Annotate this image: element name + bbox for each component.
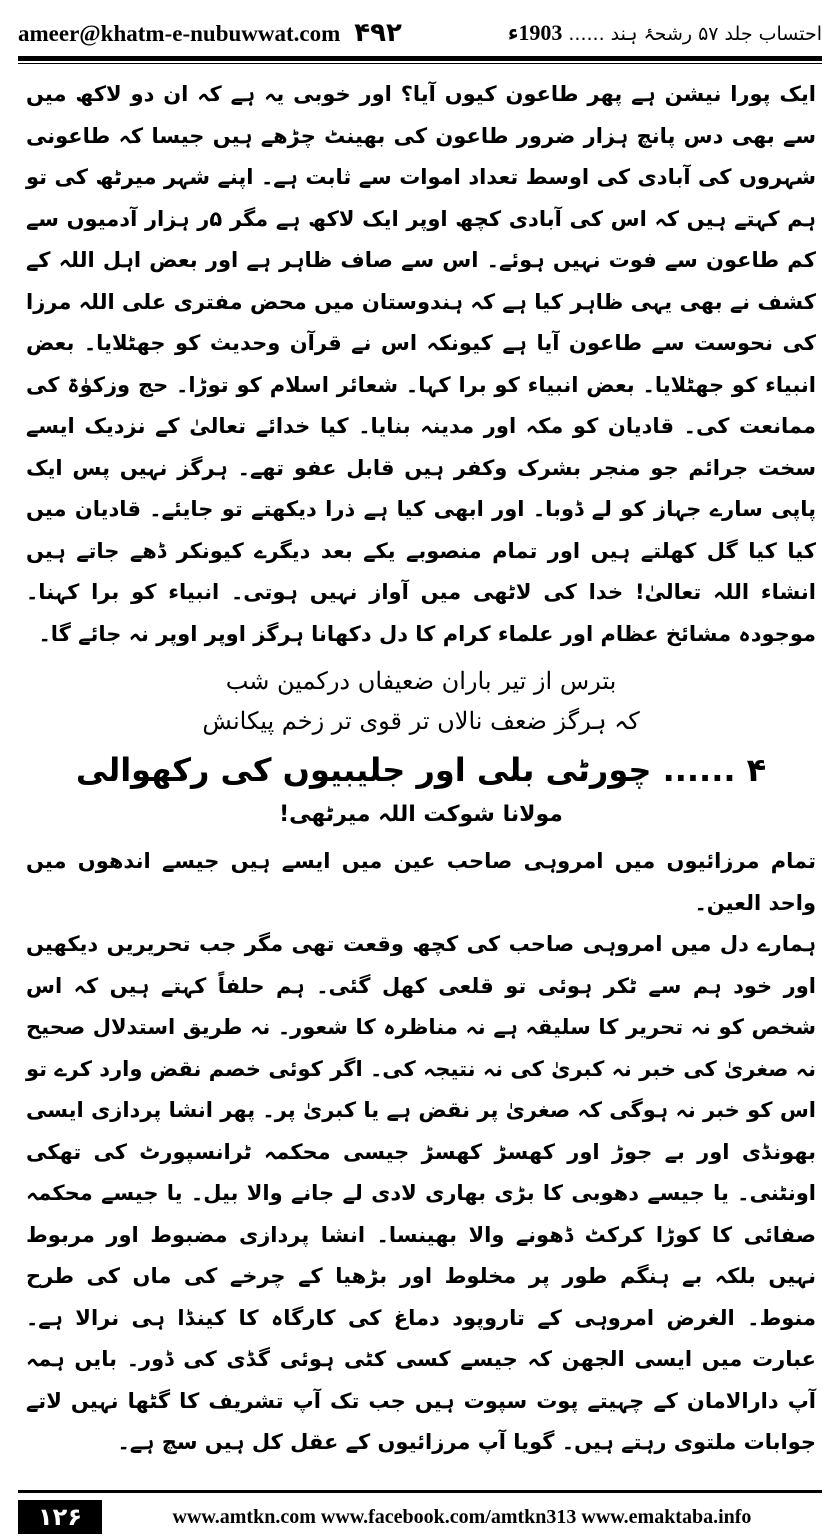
header-left — [18, 18, 402, 48]
header-year: 1903ء — [508, 20, 563, 45]
paragraph-2: تمام مرزائیوں میں امروہی صاحب عین میں ایسے ہیں جیسے اندھوں میں واحد العین۔ — [26, 849, 816, 915]
couplet-line-1: بترس از تیر باران ضعیفاں درکمین شب — [225, 667, 617, 695]
page-content — [26, 74, 816, 1464]
footer-rule — [18, 1490, 822, 1493]
footer-page-number: ۱۲۶ — [18, 1500, 102, 1534]
header-right — [508, 20, 822, 46]
header-rule-thick — [18, 56, 822, 61]
couplet — [26, 661, 816, 741]
section-title: ۴ ...... چورٹی بلی اور جلیبیوں کی رکھوالی — [75, 751, 767, 789]
footer-urls[interactable]: www.amtkn.com www.facebook.com/amtkn313 www.emaktaba.info — [172, 1505, 752, 1528]
header-rule-thin — [18, 63, 822, 64]
paragraph-3: ہمارے دل میں امروہی صاحب کی کچھ وقعت تھی مگر جب تحریریں دیکھیں اور خود ہم سے ٹکر ہوئی تو قلعی کھل گئی۔ ہم حلفاً کہتے ہیں کہ اس شخص کو نہ تحریر کا سلیقہ ہے نہ مناظرہ کا شعور۔ نہ طریق استدلال صحیح نہ صغریٰ کی خبر نہ کبریٰ کی نہ نتیجہ کی۔ اگر کوئی خصم نقض وارد کرے تو اس کو خبر نہ ہوگی کہ صغریٰ پر نقض ہے یا کبریٰ پر۔ پھر انشا پردازی ایسی بھونڈی اور بے جوڑ اور کھسڑ کھسڑ جیسی محکمہ ٹرانسپورٹ کی تھکی اونٹنی۔ یا جیسے دھوبی کا بڑی بھاری لادی لے جانے والا بیل۔ یا جیسے محکمہ صفائی کا کوڑا کرکٹ ڈھونے والا بھینسا۔ انشا پردازی مضبوط اور مربوط نہیں بلکہ بے ہنگم طور پر مخلوط اور بڑھیا کے چرخے کی ماں کی طرح منوط۔ الغرض امروہی کے تاروپود دماغ کی کارگاہ کا کینڈا ہی نرالا ہے۔ عبارت میں ایسی الجھن کہ جیسے کسی کٹی ہوئی گڈی کی ڈور۔ بایں ہمہ آپ دارالامان کے چہیتے پوت سپوت ہیں جب تک آپ تشریف کا گٹھا نہیں لاتے جوابات ملتوی رہتے ہیں۔ گویا آپ مرزائیوں کے عقل کل ہیں سچ ہے۔ — [26, 932, 816, 1454]
author-name: مولانا شوکت اللہ میرٹھی! — [279, 802, 563, 827]
couplet-line-2: کہ ہرگز ضعف نالاں تر قوی تر زخم پیکانش — [202, 707, 640, 735]
page-footer — [18, 1498, 822, 1536]
header-email[interactable]: ameer@khatm-e-nubuwwat.com — [18, 21, 341, 46]
header-page-number: ۴۹۲ — [354, 18, 402, 48]
page-header — [18, 14, 822, 52]
header-book-title: احتساب جلد ۵۷ رشحۂ ہند ...... — [568, 23, 822, 45]
paragraph-1: ایک پورا نیشن ہے پھر طاعون کیوں آیا؟ اور خوبی یہ ہے کہ ان دو لاکھ میں سے بھی دس پانچ ہزار ضرور طاعون کی بھینٹ چڑھے ہیں جیسا کہ طاعونی شہروں کی آبادی کی اوسط تعداد اموات سے ثابت ہے۔ اپنے شہر میرٹھ کی تو ہم کہتے ہیں کہ اس کی آبادی کچھ اوپر ایک لاکھ ہے مگر ۵ر ہزار آدمیوں سے کم طاعون سے فوت نہیں ہوئے۔ اس سے صاف ظاہر ہے اور بعض اہل اللہ کے کشف نے بھی یہی ظاہر کیا ہے کہ ہندوستان میں محض مفتری علی اللہ مرزا کی نحوست سے طاعون آیا ہے کیونکہ اس نے قرآن وحدیث کو جھٹلایا۔ بعض انبیاء کو جھٹلایا۔ بعض انبیاء کو برا کہا۔ شعائر اسلام کو توڑا۔ حج وزکوٰۃ کی ممانعت کی۔ قادیان کو مکہ اور مدینہ بنایا۔ کیا خدائے تعالیٰ کے نزدیک ایسے سخت جرائم جو منجر بشرک وکفر ہیں قابل عفو تھے۔ ہرگز نہیں پس ایک پاپی سارے جہاز کو لے ڈوبا۔ اور ابھی کیا ہے ذرا دیکھتے تو جایئے۔ قادیان میں کیا کیا گل کھلتے ہیں اور تمام منصوبے یکے بعد دیگرے کیونکر ڈھے جاتے ہیں انشاء اللہ تعالیٰ! خدا کی لاٹھی میں آواز نہیں ہوتی۔ انبیاء کو برا کہنا۔ موجودہ مشائخ عظام اور علماء کرام کا دل دکھانا ہرگز اوپر اوپر نہ جائے گا۔ — [26, 82, 816, 646]
